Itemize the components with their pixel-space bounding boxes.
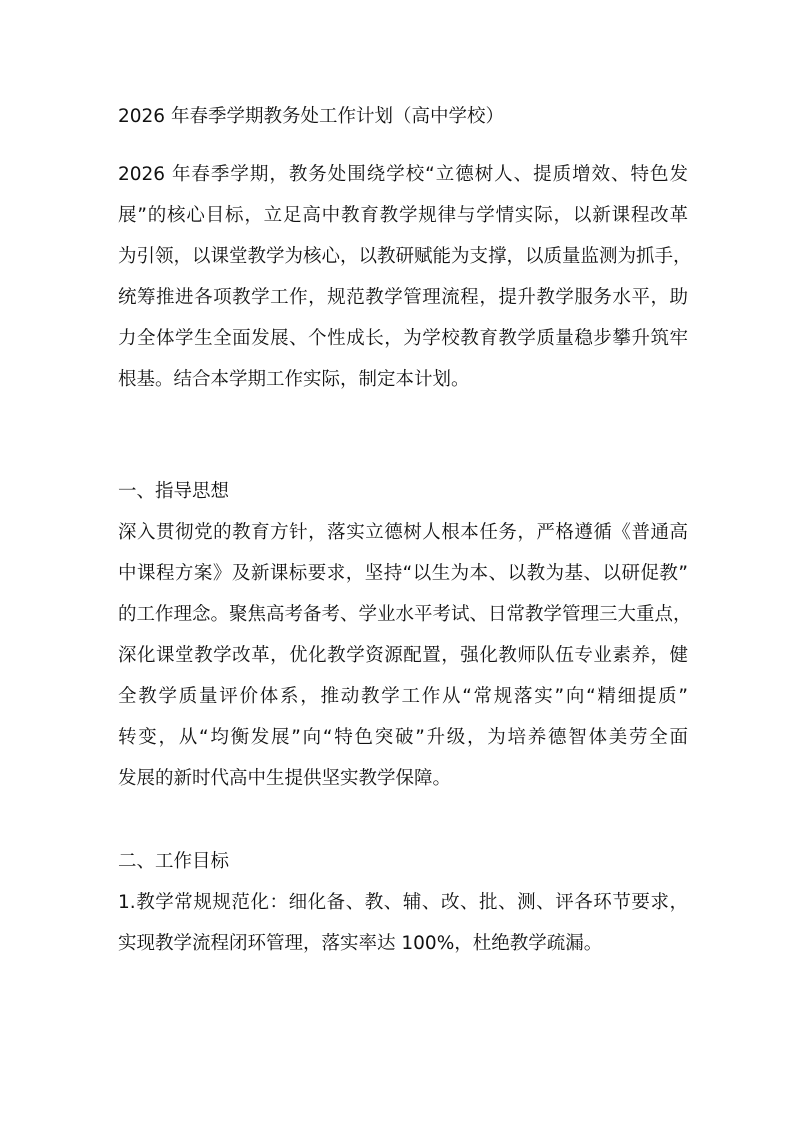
paragraph-line: 发展的新时代高中生提供坚实教学保障。 (118, 768, 452, 789)
paragraph-line: 转变，从“均衡发展”向“特色突破”升级，为培养德智体美劳全面 (118, 727, 688, 748)
paragraph-line: 根基。结合本学期工作实际，制定本计划。 (118, 369, 470, 390)
paragraph-line: 实现教学流程闭环管理，落实率达 100%，杜绝教学疏漏。 (118, 933, 603, 954)
paragraph-line: 深入贯彻党的教育方针，落实立德树人根本任务，严格遵循《普通高 (118, 522, 688, 543)
paragraph-line: 中课程方案》及新课标要求，坚持“以生为本、以教为基、以研促教” (118, 563, 688, 584)
document-title: 2026 年春季学期教务处工作计划（高中学校） (118, 106, 504, 127)
paragraph-line: 统筹推进各项教学工作，规范教学管理流程，提升教学服务水平，助 (118, 287, 688, 308)
section-heading-guiding-thought: 一、指导思想 (118, 481, 230, 502)
paragraph-line: 的工作理念。聚焦高考备考、学业水平考试、日常教学管理三大重点， (118, 604, 692, 625)
paragraph-line: 深化课堂教学改革，优化教学资源配置，强化教师队伍专业素养，健 (118, 645, 688, 666)
paragraph-line: 1.教学常规规范化：细化备、教、辅、改、批、测、评各环节要求， (118, 892, 688, 913)
section-heading-work-goals: 二、工作目标 (118, 851, 230, 872)
paragraph-line: 力全体学生全面发展、个性成长，为学校教育教学质量稳步攀升筑牢 (118, 328, 688, 349)
paragraph-line: 为引领，以课堂教学为核心，以教研赋能为支撑，以质量监测为抓手， (118, 246, 692, 267)
paragraph-line: 全教学质量评价体系，推动教学工作从“常规落实”向“精细提质” (118, 686, 688, 707)
paragraph-line: 2026 年春季学期，教务处围绕学校“立德树人、提质增效、特色发 (118, 164, 688, 185)
paragraph-line: 展”的核心目标，立足高中教育教学规律与学情实际，以新课程改革 (118, 205, 688, 226)
